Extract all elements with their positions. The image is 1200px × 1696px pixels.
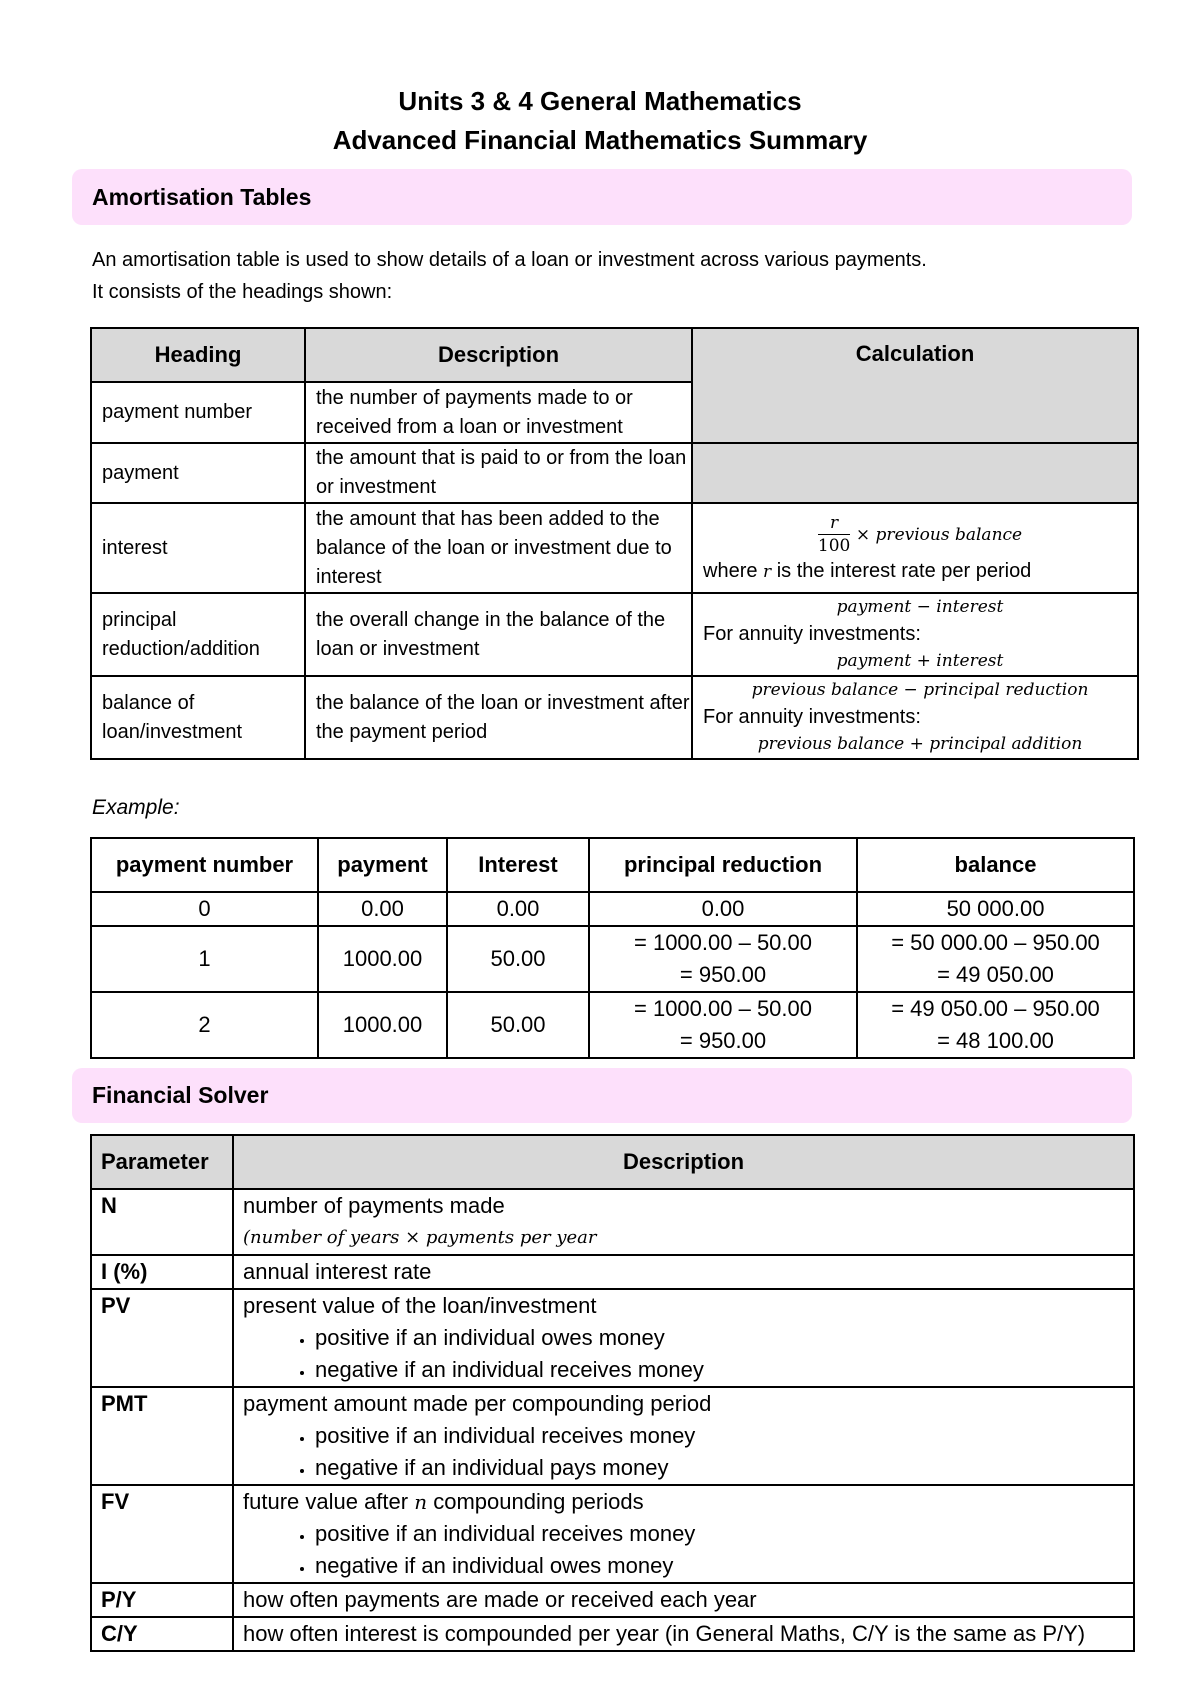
column-header-heading: Heading (91, 328, 305, 382)
amortisation-headings-table (90, 327, 1139, 760)
column-header-description: Description (305, 328, 692, 382)
column-header-principal-reduction: principal reduction (589, 838, 857, 892)
description-line: number of payments made (243, 1193, 505, 1218)
payment-number-cell: 1 (91, 926, 318, 992)
calc-line2: For annuity investments: (703, 623, 921, 645)
parameter-cell: FV (91, 1485, 233, 1583)
section-heading-amortisation: Amortisation Tables (72, 169, 1132, 225)
parameter-cell: I (%) (91, 1255, 233, 1289)
description-cell (233, 1485, 1134, 1583)
table-row (91, 1583, 1134, 1617)
description-cell: how often payments are made or received each year (233, 1583, 1134, 1617)
parameter-cell: C/Y (91, 1617, 233, 1651)
bullet-item: • negative if an individual owes money (315, 1550, 1133, 1582)
bullet-item: • positive if an individual receives money (315, 1518, 1133, 1550)
payment-cell: 0.00 (318, 892, 447, 926)
table-row (91, 1255, 1134, 1289)
column-header-balance: balance (857, 838, 1134, 892)
document-title: Units 3 & 4 General Mathematics (398, 86, 802, 116)
bullet-list (243, 1518, 1133, 1582)
intro-paragraph-line2: It consists of the headings shown: (92, 281, 393, 303)
interest-cell: 0.00 (447, 892, 589, 926)
table-row (91, 503, 1138, 593)
heading-cell: principal reduction/addition (91, 593, 305, 676)
bal-line2: = 48 100.00 (937, 1028, 1054, 1053)
description-cell (233, 1189, 1134, 1255)
description-cell: the amount that is paid to or from the loan or investment (305, 443, 692, 503)
parameter-cell: N (91, 1189, 233, 1255)
description-cell (233, 1289, 1134, 1387)
intro-paragraph-line1: An amortisation table is used to show details of a loan or investment across various payments. (92, 249, 927, 271)
table-row (91, 892, 1134, 926)
description-line: present value of the loan/investment (243, 1293, 597, 1318)
bullet-list (243, 1420, 1133, 1484)
calculation-cell (692, 593, 1138, 676)
table-row (91, 1617, 1134, 1651)
description-cell: annual interest rate (233, 1255, 1134, 1289)
fraction-numerator: r (818, 512, 850, 535)
heading-cell: interest (91, 503, 305, 593)
description-formula: (number of years × payments per year (243, 1227, 597, 1248)
description-cell (233, 1387, 1134, 1485)
section-heading-financial-solver: Financial Solver (72, 1068, 1132, 1123)
fraction-denominator: 100 (817, 536, 851, 557)
description-line: payment amount made per compounding period (243, 1391, 712, 1416)
description-variable: n (414, 1490, 428, 1514)
table-row (91, 593, 1138, 676)
principal-reduction-cell (589, 926, 857, 992)
heading-cell: balance of loan/investment (91, 676, 305, 759)
payment-number-cell: 2 (91, 992, 318, 1058)
table-row (91, 1387, 1134, 1485)
description-cell: the number of payments made to or received from a loan or investment (305, 382, 692, 443)
description-cell: the balance of the loan or investment after the payment period (305, 676, 692, 759)
principal-reduction-cell: 0.00 (589, 892, 857, 926)
calculation-cell (692, 503, 1138, 593)
pr-line2: = 950.00 (679, 1028, 767, 1053)
bullet-list (243, 1322, 1133, 1386)
calc-line1: previous balance − principal reduction (751, 680, 1089, 700)
balance-cell (857, 992, 1134, 1058)
column-header-payment-number: payment number (91, 838, 318, 892)
description-cell: the overall change in the balance of the loan or investment (305, 593, 692, 676)
heading-cell: payment number (91, 382, 305, 443)
calc-where-suffix: is the interest rate per period (771, 560, 1032, 582)
example-amortisation-table (90, 837, 1135, 1059)
column-header-payment: payment (318, 838, 447, 892)
table-row (91, 1485, 1134, 1583)
calc-line3: previous balance + principal addition (757, 734, 1083, 754)
description-prefix: future value after (243, 1489, 415, 1514)
calc-line1: payment − interest (836, 597, 1004, 617)
table-row (91, 443, 1138, 503)
payment-cell: 1000.00 (318, 992, 447, 1058)
table-row (91, 1189, 1134, 1255)
description-cell: the amount that has been added to the balance of the loan or investment due to interest (305, 503, 692, 593)
parameter-cell: P/Y (91, 1583, 233, 1617)
interest-cell: 50.00 (447, 926, 589, 992)
bullet-item: • negative if an individual pays money (315, 1452, 1133, 1484)
document-subtitle: Advanced Financial Mathematics Summary (332, 125, 868, 155)
pr-line1: = 1000.00 – 50.00 (634, 930, 812, 955)
interest-cell: 50.00 (447, 992, 589, 1058)
calc-line3: payment + interest (836, 651, 1004, 671)
interest-fraction (818, 512, 850, 557)
calc-line2: For annuity investments: (703, 706, 921, 728)
principal-reduction-cell (589, 992, 857, 1058)
example-label: Example: (92, 796, 180, 819)
bullet-item: • negative if an individual receives money (315, 1354, 1133, 1386)
parameter-cell: PMT (91, 1387, 233, 1485)
description-suffix: compounding periods (427, 1489, 644, 1514)
pr-line1: = 1000.00 – 50.00 (634, 996, 812, 1021)
calc-formula-rest: × previous balance (855, 525, 1023, 545)
heading-cell: payment (91, 443, 305, 503)
pr-line2: = 950.00 (679, 962, 767, 987)
calc-where-prefix: where (703, 560, 764, 582)
calc-where-variable: r (763, 562, 772, 582)
column-header-parameter: Parameter (91, 1135, 233, 1189)
balance-cell (857, 926, 1134, 992)
balance-cell: 50 000.00 (857, 892, 1134, 926)
column-header-description: Description (233, 1135, 1134, 1189)
bal-line1: = 50 000.00 – 950.00 (891, 930, 1100, 955)
table-row (91, 676, 1138, 759)
bullet-item: • positive if an individual receives money (315, 1420, 1133, 1452)
payment-cell: 1000.00 (318, 926, 447, 992)
table-row (91, 926, 1134, 992)
description-cell: how often interest is compounded per year (in General Maths, C/Y is the same as P/Y) (233, 1617, 1134, 1651)
financial-solver-table (90, 1134, 1135, 1652)
column-header-calculation: Calculation (692, 328, 1138, 443)
bal-line2: = 49 050.00 (937, 962, 1054, 987)
bal-line1: = 49 050.00 – 950.00 (891, 996, 1100, 1021)
bullet-item: • positive if an individual owes money (315, 1322, 1133, 1354)
parameter-cell: PV (91, 1289, 233, 1387)
calculation-cell-empty (692, 443, 1138, 503)
payment-number-cell: 0 (91, 892, 318, 926)
column-header-interest: Interest (447, 838, 589, 892)
table-row (91, 1289, 1134, 1387)
calculation-cell (692, 676, 1138, 759)
table-row (91, 992, 1134, 1058)
